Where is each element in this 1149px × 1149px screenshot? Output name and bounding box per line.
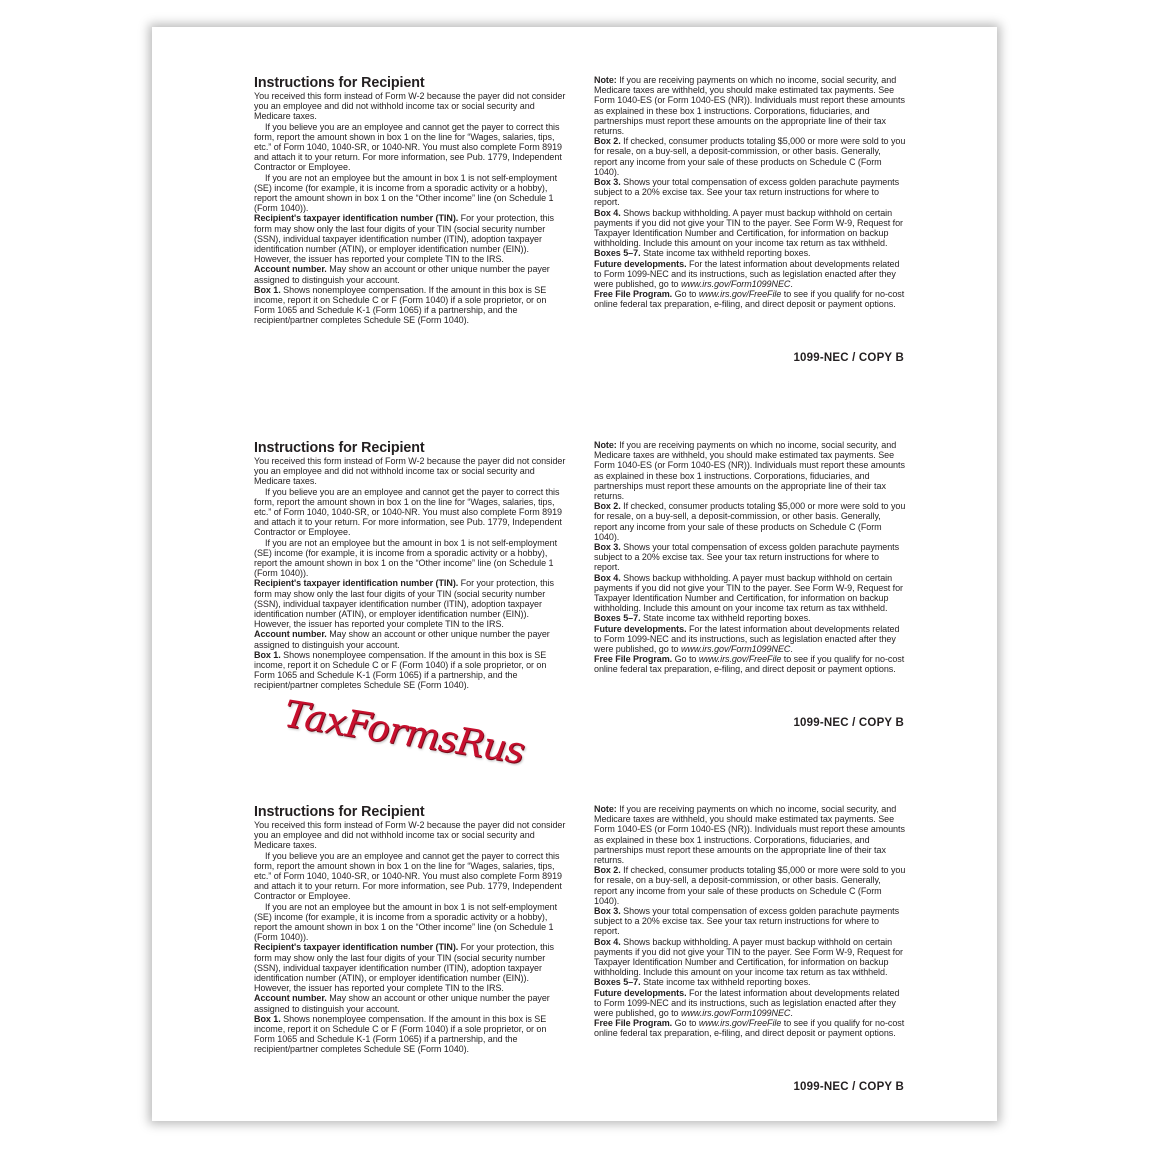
future-url: www.irs.gov/Form1099NEC (680, 1008, 791, 1019)
tin-label: Recipient's taxpayer identification number (TIN). (254, 578, 459, 589)
boxes57-text: State income tax withheld reporting boxes. (640, 613, 811, 624)
section-heading: Instructions for Recipient (254, 75, 425, 91)
account-text: May show an account or other unique number the payer assigned to distinguish your account. (254, 993, 550, 1014)
tin-paragraph (254, 578, 567, 629)
tin-paragraph (254, 942, 567, 993)
non-employee-paragraph: If you are not an employee but the amount in box 1 is not self-employment (SE) income (for example, it is income from a sporadic activity or a hobby), report the amount shown in box 1 on the “Other income” line (on Schedule 1 (Form 1040)). (254, 901, 558, 943)
future-text: For the latest information about developments related to Form 1099-NEC and its instructions, such as legislation enacted after they were published, go to (594, 258, 900, 290)
free-file-url: www.irs.gov/FreeFile (698, 289, 782, 300)
non-employee-paragraph: If you are not an employee but the amount in box 1 is not self-employment (SE) income (for example, it is income from a sporadic activity or a hobby), report the amount shown in box 1 on the “Other income” line (on Schedule 1 (Form 1040)). (254, 537, 558, 579)
box4-paragraph (594, 937, 906, 978)
account-text: May show an account or other unique number the payer assigned to distinguish your account. (254, 264, 550, 285)
intro-paragraph: You received this form instead of Form W-2 because the payer did not consider you an employee and did not withhold income tax or social security and Medicare taxes. (254, 456, 566, 487)
box3-paragraph (594, 906, 906, 937)
boxes57-text: State income tax withheld reporting boxes. (640, 248, 811, 259)
future-text: For the latest information about developments related to Form 1099-NEC and its instructions, such as legislation enacted after they were published, go to (594, 623, 900, 655)
box4-paragraph (594, 573, 906, 614)
box3-paragraph (594, 542, 906, 573)
note-text: If you are receiving payments on which no income, social security, and Medicare taxes are withheld, you should make estimated tax payments. See Form 1040-ES (or Form 1040-ES (NR)). Individuals must report these amounts as explained in these box 1 instructions. Corporations, fiduciaries, and partnerships must report these amounts on the appropriate line of their tax returns. (594, 804, 905, 866)
boxes57-label: Boxes 5–7. (594, 248, 641, 259)
tin-label: Recipient's taxpayer identification number (TIN). (254, 942, 459, 953)
section-heading: Instructions for Recipient (254, 440, 425, 456)
box2-label: Box 2. (594, 501, 621, 512)
box1-paragraph (254, 650, 567, 691)
box1-text: Shows nonemployee compensation. If the amount in this box is SE income, report it on Schedule C or F (Form 1040) if a sole proprietor, or on Form 1065 and Schedule K-1 (Form 1065) if a partnership, and the recipient/partner completes Schedule SE (Form 1040). (254, 649, 547, 691)
future-label: Future developments. (594, 987, 687, 998)
box3-text: Shows your total compensation of excess golden parachute payments subject to a 20% excise tax. See your tax return instructions for where to report. (594, 542, 900, 573)
tin-text: For your protection, this form may show only the last four digits of your TIN (social security number (SSN), individual taxpayer identification number (ITIN), adoption taxpayer identification number (ATIN), or employer identification number (EIN)). However, the issuer has reported your complete TIN to the IRS. (254, 213, 554, 265)
box2-text: If checked, consumer products totaling $5,000 or more were sold to you for resale, on a buy-sell, a deposit-commission, or other basis. Generally, report any income from your sale of these products on Schedule C (Form 1040). (594, 865, 906, 906)
employee-paragraph: If you believe you are an employee and cannot get the payer to correct this form, report the amount shown in box 1 on the line for “Wages, salaries, tips, etc.” of Form 1040, 1040-SR, or 1040-NR. You must also complete Form 8919 and attach it to your return. For more information, see Pub. 1779, Independent Contractor or Employee. (254, 486, 563, 538)
free-file-url: www.irs.gov/FreeFile (698, 654, 782, 665)
free-file-label: Free File Program. (594, 289, 673, 300)
future-end: . (790, 279, 793, 290)
free-file-end: to see if you qualify for no-cost online federal tax preparation, e-filing, and direct deposit or payment options. (594, 1018, 905, 1039)
future-url: www.irs.gov/Form1099NEC (680, 279, 791, 290)
box1-paragraph (254, 1014, 567, 1055)
free-file-text: Go to (672, 1018, 699, 1029)
box4-label: Box 4. (594, 936, 621, 947)
form-page (152, 27, 997, 1121)
account-label: Account number. (254, 993, 327, 1004)
box2-text: If checked, consumer products totaling $5,000 or more were sold to you for resale, on a buy-sell, a deposit-commission, or other basis. Generally, report any income from your sale of these products on Schedule C (Form 1040). (594, 136, 906, 177)
note-paragraph (594, 75, 906, 136)
employee-paragraph: If you believe you are an employee and cannot get the payer to correct this form, report the amount shown in box 1 on the line for “Wages, salaries, tips, etc.” of Form 1040, 1040-SR, or 1040-NR. You must also complete Form 8919 and attach it to your return. For more information, see Pub. 1779, Independent Contractor or Employee. (254, 121, 563, 173)
free-file-paragraph (594, 289, 906, 309)
box3-paragraph (594, 177, 906, 208)
box4-text: Shows backup withholding. A payer must backup withhold on certain payments if you did not give your TIN to the payer. See Form W-9, Request for Taxpayer Identification Number and Certification, for information on backup withholding. Include this amount on your income tax return as tax withheld. (594, 207, 903, 249)
free-file-paragraph (594, 1018, 906, 1038)
box1-label: Box 1. (254, 649, 281, 660)
note-text: If you are receiving payments on which no income, social security, and Medicare taxes are withheld, you should make estimated tax payments. See Form 1040-ES (or Form 1040-ES (NR)). Individuals must report these amounts as explained in these box 1 instructions. Corporations, fiduciaries, and partnerships must report these amounts on the appropriate line of their tax returns. (594, 440, 905, 502)
box3-text: Shows your total compensation of excess golden parachute payments subject to a 20% excise tax. See your tax return instructions for where to report. (594, 906, 900, 937)
left-column (254, 804, 567, 1055)
box3-label: Box 3. (594, 542, 621, 553)
box3-label: Box 3. (594, 906, 621, 917)
boxes57-text: State income tax withheld reporting boxes. (640, 977, 811, 988)
box1-text: Shows nonemployee compensation. If the amount in this box is SE income, report it on Schedule C or F (Form 1040) if a sole proprietor, or on Form 1065 and Schedule K-1 (Form 1065) if a partnership, and the recipient/partner completes Schedule SE (Form 1040). (254, 1013, 547, 1055)
future-developments-paragraph (594, 988, 906, 1019)
tin-text: For your protection, this form may show only the last four digits of your TIN (social security number (SSN), individual taxpayer identification number (ITIN), adoption taxpayer identification number (ATIN), or employer identification number (EIN)). However, the issuer has reported your complete TIN to the IRS. (254, 578, 554, 630)
boxes57-label: Boxes 5–7. (594, 977, 641, 988)
box1-label: Box 1. (254, 1013, 281, 1024)
tin-text: For your protection, this form may show only the last four digits of your TIN (social security number (SSN), individual taxpayer identification number (ITIN), adoption taxpayer identification number (ATIN), or employer identification number (EIN)). However, the issuer has reported your complete TIN to the IRS. (254, 942, 554, 994)
account-label: Account number. (254, 264, 327, 275)
intro-paragraph: You received this form instead of Form W-2 because the payer did not consider you an employee and did not withhold income tax or social security and Medicare taxes. (254, 91, 566, 122)
copy-label: 1099-NEC / COPY B (793, 1081, 904, 1093)
right-column (594, 804, 906, 1039)
free-file-label: Free File Program. (594, 654, 673, 665)
box1-text: Shows nonemployee compensation. If the amount in this box is SE income, report it on Schedule C or F (Form 1040) if a sole proprietor, or on Form 1065 and Schedule K-1 (Form 1065) if a partnership, and the recipient/partner completes Schedule SE (Form 1040). (254, 284, 547, 326)
box2-label: Box 2. (594, 136, 621, 147)
left-column (254, 75, 567, 326)
box1-label: Box 1. (254, 284, 281, 295)
future-developments-paragraph (594, 624, 906, 655)
account-label: Account number. (254, 629, 327, 640)
free-file-end: to see if you qualify for no-cost online federal tax preparation, e-filing, and direct deposit or payment options. (594, 289, 905, 310)
note-paragraph (594, 440, 906, 501)
box2-paragraph (594, 136, 906, 177)
boxes57-label: Boxes 5–7. (594, 613, 641, 624)
note-label: Note: (594, 440, 617, 450)
copy-section-2 (152, 414, 997, 754)
boxes57-paragraph (594, 613, 906, 623)
copy-section-1 (152, 49, 997, 389)
copy-label: 1099-NEC / COPY B (793, 352, 904, 364)
intro-paragraph: You received this form instead of Form W-2 because the payer did not consider you an employee and did not withhold income tax or social security and Medicare taxes. (254, 820, 566, 851)
free-file-text: Go to (672, 654, 699, 665)
box4-text: Shows backup withholding. A payer must backup withhold on certain payments if you did not give your TIN to the payer. See Form W-9, Request for Taxpayer Identification Number and Certification, for information on backup withholding. Include this amount on your income tax return as tax withheld. (594, 572, 903, 614)
box2-paragraph (594, 865, 906, 906)
box3-label: Box 3. (594, 177, 621, 188)
future-developments-paragraph (594, 259, 906, 290)
future-end: . (790, 644, 793, 655)
free-file-label: Free File Program. (594, 1018, 673, 1029)
right-column (594, 75, 906, 310)
note-text: If you are receiving payments on which no income, social security, and Medicare taxes are withheld, you should make estimated tax payments. See Form 1040-ES (or Form 1040-ES (NR)). Individuals must report these amounts as explained in these box 1 instructions. Corporations, fiduciaries, and partnerships must report these amounts on the appropriate line of their tax returns. (594, 75, 905, 137)
box1-paragraph (254, 285, 567, 326)
account-paragraph (254, 264, 567, 284)
future-url: www.irs.gov/Form1099NEC (680, 644, 791, 655)
free-file-text: Go to (672, 289, 699, 300)
box3-text: Shows your total compensation of excess golden parachute payments subject to a 20% excise tax. See your tax return instructions for where to report. (594, 177, 900, 208)
box2-label: Box 2. (594, 865, 621, 876)
copy-section-3 (152, 778, 997, 1118)
boxes57-paragraph (594, 977, 906, 987)
free-file-paragraph (594, 654, 906, 674)
box4-text: Shows backup withholding. A payer must backup withhold on certain payments if you did not give your TIN to the payer. See Form W-9, Request for Taxpayer Identification Number and Certification, for information on backup withholding. Include this amount on your income tax return as tax withheld. (594, 936, 903, 978)
box4-label: Box 4. (594, 207, 621, 218)
box4-label: Box 4. (594, 572, 621, 583)
section-heading: Instructions for Recipient (254, 804, 425, 820)
tin-label: Recipient's taxpayer identification number (TIN). (254, 213, 459, 224)
box2-text: If checked, consumer products totaling $5,000 or more were sold to you for resale, on a buy-sell, a deposit-commission, or other basis. Generally, report any income from your sale of these products on Schedule C (Form 1040). (594, 501, 906, 542)
future-end: . (790, 1008, 793, 1019)
boxes57-paragraph (594, 248, 906, 258)
taxformsrus-watermark: TaxFormsRus (281, 692, 528, 773)
copy-label: 1099-NEC / COPY B (793, 717, 904, 729)
note-paragraph (594, 804, 906, 865)
account-paragraph (254, 629, 567, 649)
non-employee-paragraph: If you are not an employee but the amount in box 1 is not self-employment (SE) income (for example, it is income from a sporadic activity or a hobby), report the amount shown in box 1 on the “Other income” line (on Schedule 1 (Form 1040)). (254, 172, 558, 214)
future-label: Future developments. (594, 258, 687, 269)
box4-paragraph (594, 208, 906, 249)
left-column (254, 440, 567, 691)
box2-paragraph (594, 501, 906, 542)
future-label: Future developments. (594, 623, 687, 634)
note-label: Note: (594, 804, 617, 814)
account-paragraph (254, 993, 567, 1013)
account-text: May show an account or other unique number the payer assigned to distinguish your account. (254, 629, 550, 650)
future-text: For the latest information about developments related to Form 1099-NEC and its instructions, such as legislation enacted after they were published, go to (594, 987, 900, 1019)
employee-paragraph: If you believe you are an employee and cannot get the payer to correct this form, report the amount shown in box 1 on the line for “Wages, salaries, tips, etc.” of Form 1040, 1040-SR, or 1040-NR. You must also complete Form 8919 and attach it to your return. For more information, see Pub. 1779, Independent Contractor or Employee. (254, 850, 563, 902)
free-file-url: www.irs.gov/FreeFile (698, 1018, 782, 1029)
free-file-end: to see if you qualify for no-cost online federal tax preparation, e-filing, and direct deposit or payment options. (594, 654, 905, 675)
right-column (594, 440, 906, 675)
note-label: Note: (594, 75, 617, 85)
tin-paragraph (254, 213, 567, 264)
